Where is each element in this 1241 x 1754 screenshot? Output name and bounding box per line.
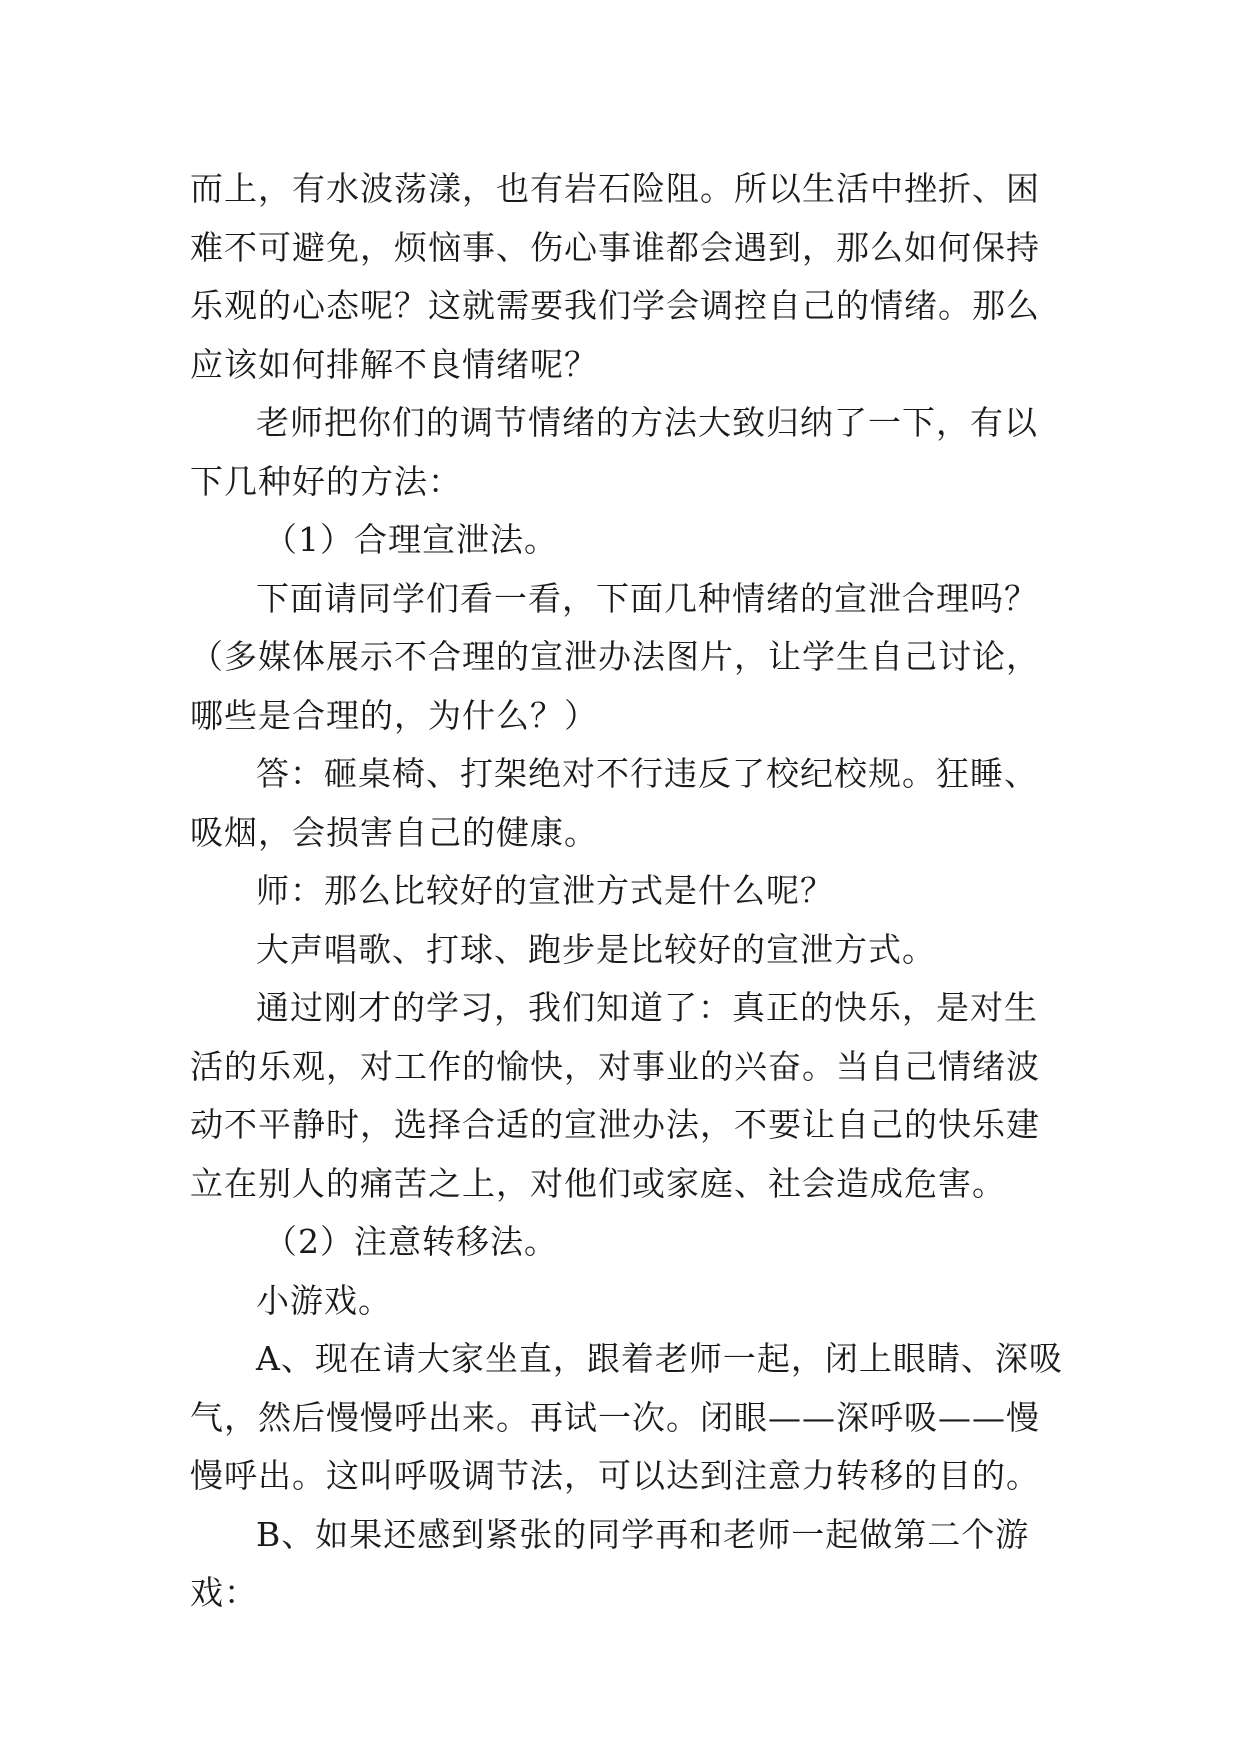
paragraph-game-a: A、现在请大家坐直，跟着老师一起，闭上眼睛、深吸气，然后慢慢呼出来。再试一次。闭眼——深呼吸——慢慢呼出。这叫呼吸调节法，可以达到注意力转移的目的。	[190, 1339, 1063, 1495]
paragraph-teacher-question: 师：那么比较好的宣泄方式是什么呢？	[256, 871, 834, 910]
heading-method-2: （2）注意转移法。	[264, 1222, 558, 1261]
paragraph-summary: 通过刚才的学习，我们知道了：真正的快乐，是对生活的乐观，对工作的愉快，对事业的兴奋。当自己情绪波动不平静时，选择合适的宣泄办法，不要让自己的快乐建立在别人的痛苦之上，对他们或家庭、社会造成危害。	[190, 988, 1040, 1203]
paragraph-game: 小游戏。	[256, 1280, 392, 1320]
paragraph-methods-intro: 老师把你们的调节情绪的方法大致归纳了一下，有以下几种好的方法：	[190, 403, 1038, 501]
paragraph-continuation: 而上，有水波荡漾，也有岩石险阻。所以生活中挫折、困难不可避免，烦恼事、伤心事谁都会遇到，那么如何保持乐观的心态呢？这就需要我们学会调控自己的情绪。那么应该如何排解不良情绪呢？	[190, 169, 1040, 384]
paragraph-question: 下面请同学们看一看，下面几种情绪的宣泄合理吗？（多媒体展示不合理的宣泄办法图片，让学生自己讨论，哪些是合理的，为什么？）	[190, 578, 1040, 735]
heading-method-1: （1）合理宣泄法。	[264, 520, 558, 559]
paragraph-answer: 答：砸桌椅、打架绝对不行违反了校纪校规。狂睡、吸烟，会损害自己的健康。	[190, 754, 1038, 852]
document-body	[190, 160, 1070, 1623]
paragraph-good-ways: 大声唱歌、打球、跑步是比较好的宣泄方式。	[256, 929, 936, 969]
paragraph-game-b: B、如果还感到紧张的同学再和老师一起做第二个游戏：	[190, 1514, 1030, 1612]
